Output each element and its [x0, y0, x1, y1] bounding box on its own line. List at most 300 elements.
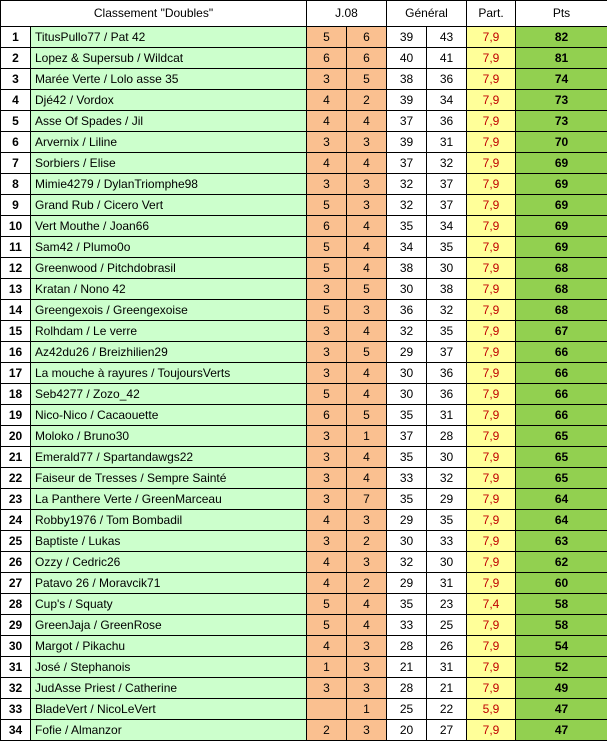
team-name-cell: Az42du26 / Breizhilien29: [31, 342, 307, 363]
team-name-cell: GreenJaja / GreenRose: [31, 615, 307, 636]
day-score-2-cell: 5: [347, 279, 387, 300]
table-row: [1, 279, 607, 300]
day-score-2-cell: 5: [347, 405, 387, 426]
points-cell: 70: [516, 132, 607, 153]
general-score-1-cell: 28: [387, 636, 427, 657]
rank-cell: 17: [1, 363, 31, 384]
day-score-1-cell: 3: [307, 363, 347, 384]
day-score-1-cell: 3: [307, 678, 347, 699]
team-name-cell: Greengexois / Greengexoise: [31, 300, 307, 321]
team-name-cell: Sorbiers / Elise: [31, 153, 307, 174]
day-score-1-cell: 5: [307, 594, 347, 615]
day-score-1-cell: 3: [307, 321, 347, 342]
team-name-cell: Moloko / Bruno30: [31, 426, 307, 447]
day-score-2-cell: 3: [347, 678, 387, 699]
general-score-1-cell: 33: [387, 468, 427, 489]
general-score-1-cell: 39: [387, 132, 427, 153]
day-score-1-cell: 3: [307, 531, 347, 552]
general-score-2-cell: 22: [427, 699, 467, 720]
participation-cell: 7,9: [467, 384, 516, 405]
header-row: [1, 1, 607, 27]
general-score-2-cell: 33: [427, 531, 467, 552]
participation-cell: 7,9: [467, 573, 516, 594]
day-score-2-cell: 4: [347, 447, 387, 468]
rank-cell: 6: [1, 132, 31, 153]
points-cell: 81: [516, 48, 607, 69]
table-row: [1, 720, 607, 741]
general-score-1-cell: 34: [387, 237, 427, 258]
table-body: [1, 27, 607, 741]
team-name-cell: La mouche à rayures / ToujoursVerts: [31, 363, 307, 384]
team-name-cell: Emerald77 / Spartandawgs22: [31, 447, 307, 468]
rank-cell: 20: [1, 426, 31, 447]
day-score-2-cell: 7: [347, 489, 387, 510]
day-score-1-cell: 4: [307, 636, 347, 657]
table-row: [1, 363, 607, 384]
participation-cell: 7,9: [467, 48, 516, 69]
table-row: [1, 48, 607, 69]
rank-cell: 22: [1, 468, 31, 489]
rank-cell: 13: [1, 279, 31, 300]
general-score-1-cell: 32: [387, 174, 427, 195]
table-row: [1, 510, 607, 531]
general-score-2-cell: 30: [427, 258, 467, 279]
rank-cell: 24: [1, 510, 31, 531]
participation-cell: 7,9: [467, 195, 516, 216]
team-name-cell: Fofie / Almanzor: [31, 720, 307, 741]
day-score-2-cell: 4: [347, 237, 387, 258]
points-cell: 64: [516, 489, 607, 510]
table-row: [1, 111, 607, 132]
table-row: [1, 552, 607, 573]
team-name-cell: Mimie4279 / DylanTriomphe98: [31, 174, 307, 195]
day-score-1-cell: 3: [307, 174, 347, 195]
table-row: [1, 300, 607, 321]
general-score-2-cell: 30: [427, 447, 467, 468]
day-score-2-cell: 2: [347, 573, 387, 594]
rank-cell: 16: [1, 342, 31, 363]
table-row: [1, 237, 607, 258]
table-row: [1, 405, 607, 426]
day-score-2-cell: 4: [347, 594, 387, 615]
day-score-2-cell: 4: [347, 615, 387, 636]
table-row: [1, 531, 607, 552]
rank-cell: 29: [1, 615, 31, 636]
table-row: [1, 69, 607, 90]
general-score-1-cell: 30: [387, 384, 427, 405]
participation-cell: 7,9: [467, 720, 516, 741]
general-score-2-cell: 32: [427, 153, 467, 174]
participation-cell: 7,9: [467, 132, 516, 153]
general-score-1-cell: 37: [387, 153, 427, 174]
general-score-2-cell: 32: [427, 300, 467, 321]
participation-cell: 7,9: [467, 447, 516, 468]
general-score-1-cell: 29: [387, 573, 427, 594]
day-score-1-cell: 3: [307, 279, 347, 300]
general-score-1-cell: 37: [387, 111, 427, 132]
day-score-1-cell: 5: [307, 615, 347, 636]
team-name-cell: BladeVert / NicoLeVert: [31, 699, 307, 720]
general-score-1-cell: 39: [387, 27, 427, 48]
points-cell: 49: [516, 678, 607, 699]
participation-cell: 7,9: [467, 531, 516, 552]
rank-cell: 25: [1, 531, 31, 552]
general-score-1-cell: 39: [387, 90, 427, 111]
team-name-cell: Marée Verte / Lolo asse 35: [31, 69, 307, 90]
points-cell: 65: [516, 426, 607, 447]
table-row: [1, 489, 607, 510]
rank-cell: 12: [1, 258, 31, 279]
general-score-1-cell: 30: [387, 279, 427, 300]
table-row: [1, 258, 607, 279]
table-title: Classement "Doubles": [1, 1, 307, 27]
table-row: [1, 636, 607, 657]
team-name-cell: Seb4277 / Zozo_42: [31, 384, 307, 405]
team-name-cell: Asse Of Spades / Jil: [31, 111, 307, 132]
table-row: [1, 615, 607, 636]
day-score-2-cell: 3: [347, 510, 387, 531]
table-row: [1, 657, 607, 678]
day-score-2-cell: 2: [347, 90, 387, 111]
participation-cell: 7,9: [467, 216, 516, 237]
team-name-cell: Grand Rub / Cicero Vert: [31, 195, 307, 216]
team-name-cell: JudAsse Priest / Catherine: [31, 678, 307, 699]
header-general: Général: [387, 1, 467, 27]
header-part: Part.: [467, 1, 516, 27]
header-pts: Pts: [516, 1, 607, 27]
rank-cell: 30: [1, 636, 31, 657]
general-score-2-cell: 43: [427, 27, 467, 48]
day-score-1-cell: [307, 699, 347, 720]
table-row: [1, 342, 607, 363]
participation-cell: 7,9: [467, 279, 516, 300]
rank-cell: 4: [1, 90, 31, 111]
points-cell: 73: [516, 90, 607, 111]
general-score-1-cell: 29: [387, 342, 427, 363]
participation-cell: 7,9: [467, 258, 516, 279]
team-name-cell: Robby1976 / Tom Bombadil: [31, 510, 307, 531]
general-score-1-cell: 25: [387, 699, 427, 720]
day-score-1-cell: 1: [307, 657, 347, 678]
header-day: J.08: [307, 1, 387, 27]
day-score-2-cell: 4: [347, 216, 387, 237]
rank-cell: 34: [1, 720, 31, 741]
general-score-1-cell: 32: [387, 195, 427, 216]
day-score-1-cell: 4: [307, 552, 347, 573]
participation-cell: 7,4: [467, 594, 516, 615]
participation-cell: 7,9: [467, 636, 516, 657]
points-cell: 69: [516, 237, 607, 258]
day-score-1-cell: 4: [307, 111, 347, 132]
general-score-2-cell: 25: [427, 615, 467, 636]
day-score-2-cell: 5: [347, 69, 387, 90]
team-name-cell: Cup's / Squaty: [31, 594, 307, 615]
general-score-2-cell: 31: [427, 657, 467, 678]
team-name-cell: Kratan / Nono 42: [31, 279, 307, 300]
general-score-2-cell: 26: [427, 636, 467, 657]
general-score-1-cell: 30: [387, 363, 427, 384]
day-score-1-cell: 6: [307, 405, 347, 426]
day-score-2-cell: 3: [347, 195, 387, 216]
day-score-1-cell: 3: [307, 69, 347, 90]
points-cell: 64: [516, 510, 607, 531]
rank-cell: 1: [1, 27, 31, 48]
points-cell: 65: [516, 447, 607, 468]
participation-cell: 7,9: [467, 27, 516, 48]
table-row: [1, 678, 607, 699]
day-score-2-cell: 2: [347, 531, 387, 552]
rank-cell: 23: [1, 489, 31, 510]
participation-cell: 7,9: [467, 69, 516, 90]
table-row: [1, 573, 607, 594]
participation-cell: 5,9: [467, 699, 516, 720]
day-score-1-cell: 5: [307, 27, 347, 48]
points-cell: 82: [516, 27, 607, 48]
general-score-1-cell: 35: [387, 405, 427, 426]
table-row: [1, 216, 607, 237]
general-score-2-cell: 37: [427, 342, 467, 363]
rank-cell: 15: [1, 321, 31, 342]
points-cell: 63: [516, 531, 607, 552]
day-score-2-cell: 3: [347, 552, 387, 573]
participation-cell: 7,9: [467, 405, 516, 426]
general-score-2-cell: 35: [427, 321, 467, 342]
general-score-1-cell: 36: [387, 300, 427, 321]
general-score-1-cell: 35: [387, 489, 427, 510]
day-score-1-cell: 3: [307, 426, 347, 447]
day-score-1-cell: 5: [307, 258, 347, 279]
day-score-2-cell: 4: [347, 153, 387, 174]
rank-cell: 33: [1, 699, 31, 720]
day-score-1-cell: 2: [307, 720, 347, 741]
points-cell: 66: [516, 363, 607, 384]
table-row: [1, 132, 607, 153]
day-score-1-cell: 5: [307, 384, 347, 405]
rank-cell: 19: [1, 405, 31, 426]
day-score-1-cell: 4: [307, 153, 347, 174]
rank-cell: 14: [1, 300, 31, 321]
day-score-1-cell: 6: [307, 48, 347, 69]
general-score-2-cell: 38: [427, 279, 467, 300]
team-name-cell: Greenwood / Pitchdobrasil: [31, 258, 307, 279]
day-score-2-cell: 3: [347, 132, 387, 153]
participation-cell: 7,9: [467, 678, 516, 699]
day-score-2-cell: 3: [347, 657, 387, 678]
points-cell: 69: [516, 153, 607, 174]
general-score-2-cell: 37: [427, 174, 467, 195]
day-score-1-cell: 6: [307, 216, 347, 237]
team-name-cell: Rolhdam / Le verre: [31, 321, 307, 342]
team-name-cell: Ozzy / Cedric26: [31, 552, 307, 573]
team-name-cell: Baptiste / Lukas: [31, 531, 307, 552]
team-name-cell: Lopez & Supersub / Wildcat: [31, 48, 307, 69]
rank-cell: 7: [1, 153, 31, 174]
participation-cell: 7,9: [467, 489, 516, 510]
points-cell: 69: [516, 195, 607, 216]
general-score-1-cell: 35: [387, 447, 427, 468]
team-name-cell: José / Stephanois: [31, 657, 307, 678]
rank-cell: 31: [1, 657, 31, 678]
points-cell: 69: [516, 216, 607, 237]
table-row: [1, 594, 607, 615]
points-cell: 66: [516, 405, 607, 426]
rank-cell: 32: [1, 678, 31, 699]
general-score-2-cell: 36: [427, 69, 467, 90]
points-cell: 47: [516, 720, 607, 741]
day-score-1-cell: 3: [307, 468, 347, 489]
participation-cell: 7,9: [467, 615, 516, 636]
day-score-1-cell: 4: [307, 573, 347, 594]
points-cell: 68: [516, 279, 607, 300]
day-score-1-cell: 3: [307, 489, 347, 510]
general-score-2-cell: 32: [427, 468, 467, 489]
rank-cell: 26: [1, 552, 31, 573]
participation-cell: 7,9: [467, 237, 516, 258]
general-score-2-cell: 27: [427, 720, 467, 741]
rank-cell: 10: [1, 216, 31, 237]
day-score-2-cell: 3: [347, 174, 387, 195]
team-name-cell: TitusPullo77 / Pat 42: [31, 27, 307, 48]
points-cell: 52: [516, 657, 607, 678]
points-cell: 62: [516, 552, 607, 573]
day-score-2-cell: 6: [347, 48, 387, 69]
day-score-2-cell: 4: [347, 468, 387, 489]
general-score-2-cell: 21: [427, 678, 467, 699]
team-name-cell: Djé42 / Vordox: [31, 90, 307, 111]
general-score-2-cell: 29: [427, 489, 467, 510]
team-name-cell: Sam42 / Plumo0o: [31, 237, 307, 258]
day-score-2-cell: 1: [347, 699, 387, 720]
table-row: [1, 426, 607, 447]
participation-cell: 7,9: [467, 468, 516, 489]
team-name-cell: Patavo 26 / Moravcik71: [31, 573, 307, 594]
general-score-2-cell: 31: [427, 405, 467, 426]
rank-cell: 28: [1, 594, 31, 615]
general-score-2-cell: 31: [427, 573, 467, 594]
points-cell: 54: [516, 636, 607, 657]
day-score-2-cell: 6: [347, 27, 387, 48]
points-cell: 47: [516, 699, 607, 720]
rank-cell: 3: [1, 69, 31, 90]
points-cell: 65: [516, 468, 607, 489]
points-cell: 58: [516, 594, 607, 615]
rank-cell: 21: [1, 447, 31, 468]
table-row: [1, 90, 607, 111]
table-row: [1, 699, 607, 720]
points-cell: 73: [516, 111, 607, 132]
team-name-cell: Arvernix / Liline: [31, 132, 307, 153]
day-score-2-cell: 4: [347, 321, 387, 342]
general-score-1-cell: 35: [387, 594, 427, 615]
day-score-1-cell: 4: [307, 510, 347, 531]
rank-cell: 2: [1, 48, 31, 69]
general-score-1-cell: 33: [387, 615, 427, 636]
participation-cell: 7,9: [467, 363, 516, 384]
general-score-2-cell: 35: [427, 510, 467, 531]
general-score-2-cell: 36: [427, 384, 467, 405]
points-cell: 69: [516, 174, 607, 195]
participation-cell: 7,9: [467, 321, 516, 342]
team-name-cell: La Panthere Verte / GreenMarceau: [31, 489, 307, 510]
general-score-2-cell: 34: [427, 90, 467, 111]
participation-cell: 7,9: [467, 111, 516, 132]
general-score-1-cell: 20: [387, 720, 427, 741]
participation-cell: 7,9: [467, 174, 516, 195]
day-score-1-cell: 5: [307, 237, 347, 258]
rank-cell: 9: [1, 195, 31, 216]
points-cell: 66: [516, 342, 607, 363]
points-cell: 58: [516, 615, 607, 636]
general-score-2-cell: 37: [427, 195, 467, 216]
day-score-2-cell: 4: [347, 258, 387, 279]
table-row: [1, 468, 607, 489]
general-score-2-cell: 35: [427, 237, 467, 258]
points-cell: 67: [516, 321, 607, 342]
participation-cell: 7,9: [467, 90, 516, 111]
rank-cell: 5: [1, 111, 31, 132]
general-score-1-cell: 28: [387, 678, 427, 699]
table-row: [1, 384, 607, 405]
day-score-1-cell: 3: [307, 447, 347, 468]
participation-cell: 7,9: [467, 510, 516, 531]
day-score-2-cell: 4: [347, 111, 387, 132]
points-cell: 66: [516, 384, 607, 405]
rank-cell: 27: [1, 573, 31, 594]
general-score-2-cell: 31: [427, 132, 467, 153]
participation-cell: 7,9: [467, 426, 516, 447]
general-score-1-cell: 38: [387, 258, 427, 279]
general-score-1-cell: 29: [387, 510, 427, 531]
day-score-2-cell: 3: [347, 720, 387, 741]
general-score-1-cell: 35: [387, 216, 427, 237]
general-score-2-cell: 23: [427, 594, 467, 615]
participation-cell: 7,9: [467, 342, 516, 363]
general-score-1-cell: 21: [387, 657, 427, 678]
general-score-2-cell: 30: [427, 552, 467, 573]
rank-cell: 8: [1, 174, 31, 195]
participation-cell: 7,9: [467, 657, 516, 678]
table-row: [1, 321, 607, 342]
participation-cell: 7,9: [467, 300, 516, 321]
participation-cell: 7,9: [467, 552, 516, 573]
day-score-1-cell: 5: [307, 195, 347, 216]
points-cell: 68: [516, 258, 607, 279]
points-cell: 68: [516, 300, 607, 321]
general-score-1-cell: 32: [387, 321, 427, 342]
day-score-2-cell: 3: [347, 636, 387, 657]
day-score-2-cell: 5: [347, 342, 387, 363]
general-score-1-cell: 38: [387, 69, 427, 90]
general-score-1-cell: 37: [387, 426, 427, 447]
team-name-cell: Faiseur de Tresses / Sempre Sainté: [31, 468, 307, 489]
day-score-1-cell: 3: [307, 342, 347, 363]
general-score-2-cell: 34: [427, 216, 467, 237]
table-row: [1, 27, 607, 48]
points-cell: 60: [516, 573, 607, 594]
rank-cell: 18: [1, 384, 31, 405]
rank-cell: 11: [1, 237, 31, 258]
day-score-2-cell: 3: [347, 300, 387, 321]
general-score-2-cell: 36: [427, 111, 467, 132]
participation-cell: 7,9: [467, 153, 516, 174]
team-name-cell: Vert Mouthe / Joan66: [31, 216, 307, 237]
general-score-2-cell: 28: [427, 426, 467, 447]
day-score-1-cell: 4: [307, 90, 347, 111]
general-score-1-cell: 32: [387, 552, 427, 573]
general-score-2-cell: 41: [427, 48, 467, 69]
general-score-1-cell: 40: [387, 48, 427, 69]
table-row: [1, 153, 607, 174]
